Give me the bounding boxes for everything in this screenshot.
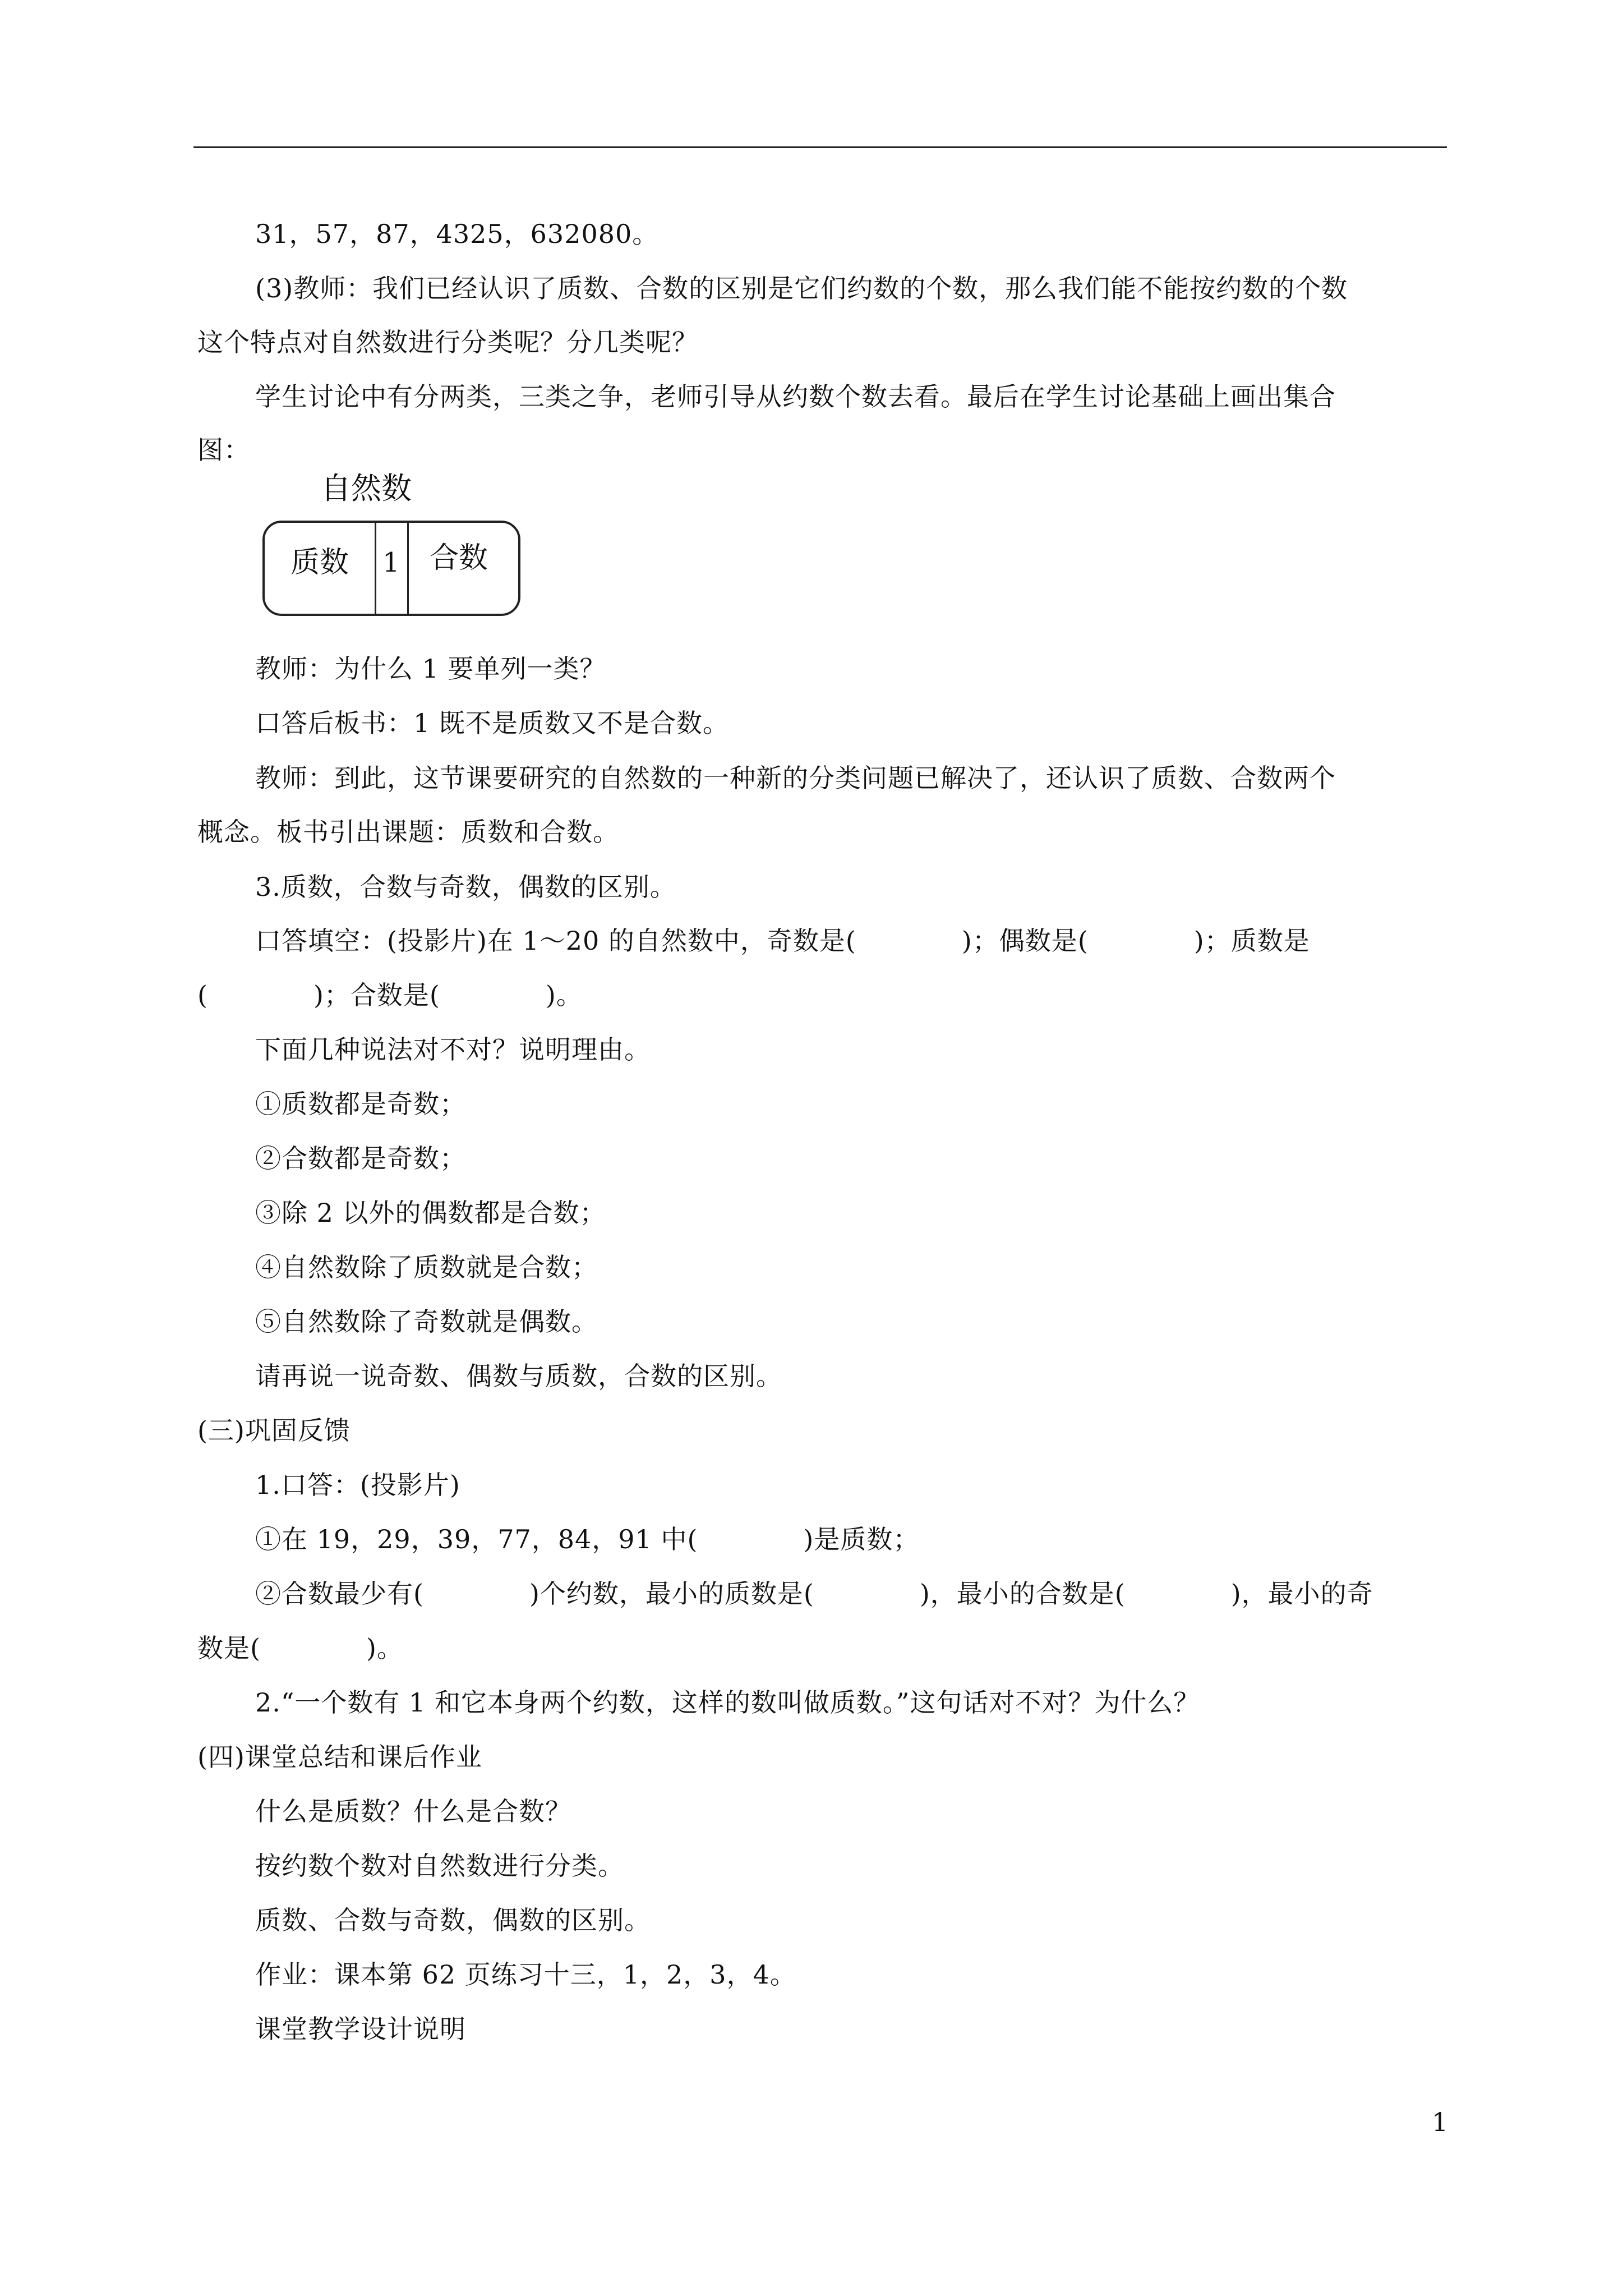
text-line-19: 请再说一说奇数、偶数与质数，合数的区别。 xyxy=(255,1361,782,1391)
text-line-5: 图： xyxy=(197,435,250,465)
text-line-9: 概念。板书引出课题：质数和合数。 xyxy=(197,817,619,847)
text-line-24: 2.“一个数有 1 和它本身两个约数，这样的数叫做质数。”这句话对不对？为什么？ xyxy=(255,1687,1200,1718)
section-heading-3: (三)巩固反馈 xyxy=(197,1415,351,1446)
text-line-13: 下面几种说法对不对？说明理由。 xyxy=(255,1034,651,1065)
text-line-2: (3)教师：我们已经认识了质数、合数的区别是它们约数的个数，那么我们能不能按约数的个数 xyxy=(255,273,1348,303)
text-line-20: 1.口答：(投影片) xyxy=(255,1470,460,1500)
text-line-22: ②合数最少有( )个约数，最小的质数是( )，最小的合数是( )，最小的奇 xyxy=(255,1579,1373,1609)
text-line-4: 学生讨论中有分两类，三类之争，老师引导从约数个数去看。最后在学生讨论基础上画出集合 xyxy=(255,381,1336,412)
text-line-7: 口答后板书：1 既不是质数又不是合数。 xyxy=(255,708,729,738)
diagram-cell-prime: 质数 xyxy=(291,546,349,579)
text-line-17: ④自然数除了质数就是合数； xyxy=(255,1252,598,1282)
text-line-27: 质数、合数与奇数，偶数的区别。 xyxy=(255,1905,651,1935)
text-line-15: ②合数都是奇数； xyxy=(255,1143,466,1174)
diagram-cell-composite: 合数 xyxy=(430,541,488,575)
header-rule xyxy=(193,146,1447,148)
text-line-1: 31，57，87，4325，632080。 xyxy=(255,219,659,249)
text-line-23: 数是( )。 xyxy=(197,1633,403,1663)
text-line-11: 口答填空：(投影片)在 1～20 的自然数中，奇数是( )；偶数是( )；质数是 xyxy=(255,926,1310,956)
diagram-title: 自然数 xyxy=(321,471,412,506)
diagram-divider-left xyxy=(375,523,376,614)
text-line-21: ①在 19，29，39，77，84，91 中( )是质数； xyxy=(255,1524,920,1554)
diagram-cell-one: 1 xyxy=(382,547,400,578)
diagram-divider-right xyxy=(407,523,409,614)
text-line-3: 这个特点对自然数进行分类呢？分几类呢？ xyxy=(197,327,698,357)
text-line-18: ⑤自然数除了奇数就是偶数。 xyxy=(255,1306,598,1337)
text-line-28: 作业：课本第 62 页练习十三，1，2，3，4。 xyxy=(255,1959,796,1990)
natural-number-set-diagram xyxy=(259,469,523,624)
text-line-12: ( )；合数是( )。 xyxy=(197,980,583,1010)
text-line-26: 按约数个数对自然数进行分类。 xyxy=(255,1851,624,1881)
text-line-6: 教师：为什么 1 要单列一类？ xyxy=(255,654,606,684)
text-line-10: 3.质数，合数与奇数，偶数的区别。 xyxy=(255,872,676,902)
diagram-box xyxy=(262,521,520,616)
page-number: 1 xyxy=(1432,2107,1449,2137)
text-line-29: 课堂教学设计说明 xyxy=(255,2014,466,2044)
text-line-25: 什么是质数？什么是合数？ xyxy=(255,1796,571,1826)
text-line-16: ③除 2 以外的偶数都是合数； xyxy=(255,1198,606,1228)
text-line-8: 教师：到此，这节课要研究的自然数的一种新的分类问题已解决了，还认识了质数、合数两个 xyxy=(255,763,1336,793)
text-line-14: ①质数都是奇数； xyxy=(255,1089,466,1119)
section-heading-4: (四)课堂总结和课后作业 xyxy=(197,1742,482,1772)
